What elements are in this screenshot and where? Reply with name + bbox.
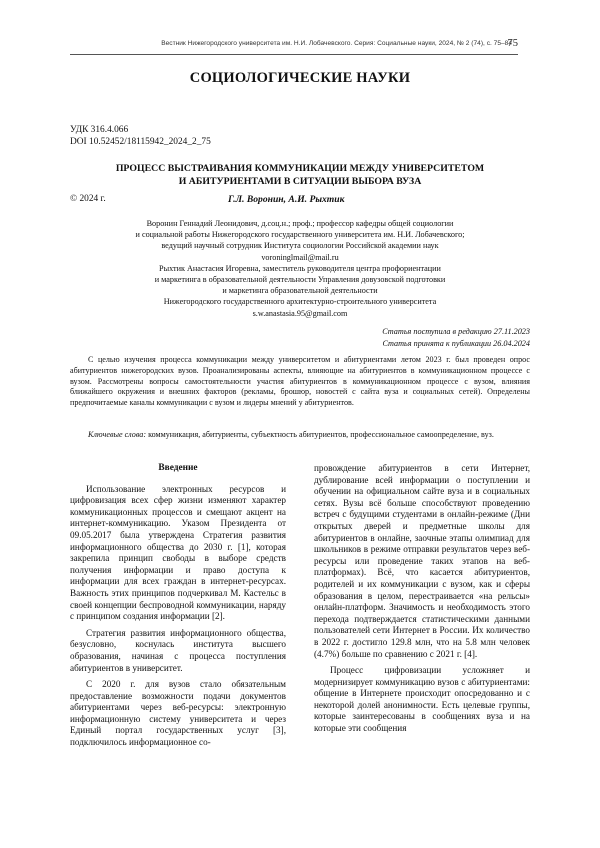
affiliation-line: ведущий научный сотрудник Института социологии Российской академии наук [161, 241, 439, 251]
title-line-1: ПРОЦЕСС ВЫСТРАИВАНИЯ КОММУНИКАЦИИ МЕЖДУ УНИВЕРСИТЕТОМ [115, 163, 485, 174]
intro-heading: Введение [158, 463, 198, 473]
right-column [314, 463, 530, 740]
affiliations [110, 218, 490, 319]
left-column [70, 463, 286, 754]
author-email[interactable]: voroninglmail@mail.ru [261, 252, 339, 262]
keywords [70, 430, 530, 441]
paragraph: Стратегия развития информационного общества, безусловно, коснулась института высшего образования, начиная с процесса поступления абитуриентов в университет. [70, 627, 286, 673]
paragraph: Использование электронных ресурсов и цифровизация всех сфер жизни изменяют характер коммуникационных процессов и смещают акцент на интернет-коммуникацию. Указом Президента от 09.05.2017 была утверждена Стратегия развития информационного общества до 2030 г. [1], которая закрепила принцип свободы в выборе средств получения информации и право доступа к информации для всех граждан в интернет-ресурсах. Важность этих принципов подчеркивал М. Кастельс в своей концепции беспроводной коммуникации, наряду с принципом создания информации [2]. [70, 483, 286, 622]
title-line-2: И АБИТУРИЕНТАМИ В СИТУАЦИИ ВЫБОРА ВУЗА [178, 176, 422, 187]
doi[interactable]: DOI 10.52452/18115942_2024_2_75 [70, 137, 211, 147]
paragraph: С 2020 г. для вузов стало обязательным предоставление возможности подачи документов абитуриентами через веб-ресурсы: электронную информационную систему университета и через Единый портал государственных услуг [3], подключилось информационное со- [70, 679, 286, 748]
affiliation-line: Нижегородского государственного архитектурно-строительного университета [163, 297, 437, 307]
affiliation-line: Рыхтик Анастасия Игоревна, заместитель руководителя центра профориентации [159, 263, 441, 273]
udk-code: УДК 316.4.066 [70, 125, 129, 135]
article-title [70, 162, 530, 188]
affiliation-line: и маркетинга в образовательной деятельности Управления довузовской подготовки [154, 275, 446, 285]
section-title: СОЦИОЛОГИЧЕСКИЕ НАУКИ [189, 70, 411, 86]
received-date: Статья поступила в редакцию 27.11.2023 [382, 327, 530, 336]
affiliation-line: Воронин Геннадий Леонидович, д.соц.н.; проф.; профессор кафедры общей социологии [146, 219, 454, 228]
article-dates [382, 326, 530, 349]
paragraph: Процесс цифровизации усложняет и модернизирует коммуникацию вузов с абитуриентами: общение в Интернете происходит опосредованно и с некоторой долей анонимности. Есть целевые группы, которые заинтересованы в сообщениях вуза и на которые эти сообщения [314, 665, 530, 734]
accepted-date: Статья принята к публикации 26.04.2024 [382, 338, 530, 348]
affiliation-line: и маркетинга образовательной деятельности [222, 286, 378, 296]
affiliation-line: и социальной работы Нижегородского государственного университета им. Н.И. Лобачевского; [135, 230, 465, 240]
abstract: С целью изучения процесса коммуникации между университетом и абитуриентами летом 2023 г. был проведен опрос абитуриентов нижегородских вузов. Проанализированы аспекты, влияющие на абитуриентов в коммуникационном процессе с вузом. Рассмотрены вопросы самостоятельности участия абитуриентов в коммуникационном процессе с вузом, влияния ближайшего окружения и внешних факторов (рекламы, брошюр, новостей с сайта вуза и социальных сетей). Определены предпочитаемые каналы коммуникации с вузом и лидеры мнений у абитуриентов. [70, 355, 530, 408]
paragraph: провождение абитуриентов в сети Интернет, дублирование всей информации о поступлении и обучении на официальном сайте вуза и в социальных сетях. Вузы всё больше способствуют проведению встреч с будущими студентами в онлайн-режиме (Дни открытых дверей и предметные школы для абитуриентов в онлайне, заочные этапы олимпиад для школьников в режиме отправки результатов через веб-ресурсы или проведение таких этапов на веб-платформах). Всё, что касается абитуриентов, родителей и их коммуникации с вузом, как и сферы образования в целом, перестраивается «на рельсы» онлайн-платформ. Значимость и необходимость этого перехода подтверждается статистическими данными пользователей сети Интернет в России. Их количество в 2022 г. достигло 129.8 млн, что на 5.8 млн человек (4.7%) больше по сравнению с 2021 г. [4]. [314, 463, 530, 659]
identifiers [70, 124, 211, 148]
journal-header: Вестник Нижегородского университета им. Н.И. Лобачевского. Серия: Социальные науки, 2024, № 2 (74), с. 75–84 [161, 40, 512, 47]
authors: Г.Л. Воронин, А.И. Рыхтик [228, 194, 345, 205]
keywords-label: Ключевые слова: [88, 430, 147, 439]
keywords-text: коммуникация, абитуриенты, субъектность абитуриентов, профессиональное самоопределение, вуз. [146, 430, 494, 439]
copyright: © 2024 г. [70, 194, 106, 204]
header-rule [70, 54, 518, 55]
author-email[interactable]: s.w.anastasia.95@gmail.com [252, 308, 348, 318]
page-number: 75 [507, 38, 518, 49]
